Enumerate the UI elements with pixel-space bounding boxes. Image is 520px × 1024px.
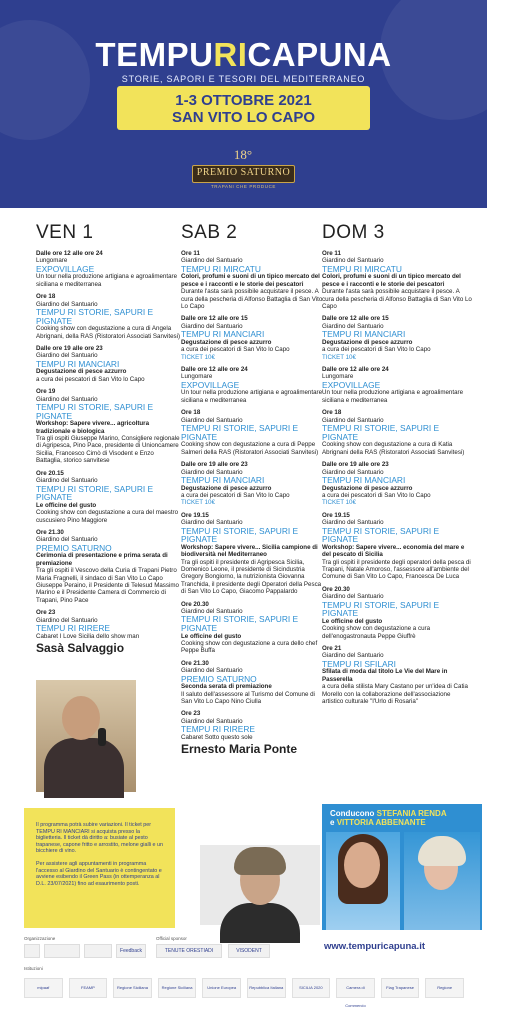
- event-name: EXPOVILLAGE: [181, 379, 240, 390]
- event-headline: Colori, profumi e suoni di un tipico mercato del pesce e i racconti e le storie dei pescatori: [181, 273, 320, 288]
- org-logo: [84, 944, 112, 958]
- event-place: Giardino del Santuario: [36, 300, 98, 308]
- event-place: Giardino del Santuario: [322, 652, 384, 660]
- event-entry: [322, 366, 472, 404]
- event-time: Ore 18: [36, 293, 56, 301]
- event-place: Giardino del Santuario: [181, 257, 243, 265]
- sponsor-feedback-logo: Feedback: [116, 944, 146, 958]
- day-title: VEN 1: [36, 222, 94, 243]
- sponsor-label: Official sponsor: [156, 936, 187, 941]
- hosts-box: [322, 804, 482, 930]
- event-entry: [181, 601, 326, 655]
- event-description: Cooking show con degustazione a cura di Katia Abrignani della RAS (Ristoratori Associati Sanvitesi): [322, 441, 465, 456]
- event-place: Giardino del Santuario: [36, 352, 98, 360]
- institution-logo: Camera di Commercio: [336, 978, 375, 998]
- info-box: [24, 808, 175, 928]
- event-entry: [322, 461, 472, 507]
- event-description: Cooking show con degustazione a cura dell'enogastronauta Peppe Giuffrè: [322, 625, 431, 640]
- institution-logo: mipaaf: [24, 978, 63, 998]
- photo-hair: [418, 836, 466, 866]
- event-ticket: TICKET 10€: [322, 499, 356, 507]
- event-name: TEMPU RI MANCIARI: [322, 474, 406, 485]
- event-performer: Ernesto Maria Ponte: [181, 742, 298, 757]
- event-entry: [36, 529, 181, 604]
- event-time: Ore 19: [36, 388, 56, 396]
- event-time: Ore 23: [181, 710, 201, 718]
- sponsor-visodent-logo: VISODENT: [228, 944, 270, 958]
- event-name: TEMPU RI STORIE, SAPURI E PIGNATE: [181, 614, 299, 633]
- event-description: a cura dei pescatori di San Vito lo Capo: [36, 375, 145, 383]
- event-entry: [181, 660, 326, 706]
- event-entry: [322, 409, 472, 456]
- event-description: Tra gli ospiti Giuseppe Marino, Consigliere regionale di Agripesca, Pino Pace, presidente di Unioncamere Sicilia, Francesco Cimò di Visodent e Enzo Battaglia, storico sanvitese: [36, 435, 180, 465]
- event-entry: [181, 461, 326, 507]
- event-name: TEMPU RI RIRERE: [181, 724, 255, 735]
- event-description: Un tour nella produzione artigiana e agroalimentare siciliana e mediterranea: [322, 389, 464, 404]
- event-time: Ore 19.15: [181, 511, 209, 519]
- event-headline: Sfilata di moda dal titolo Le Vie del Mare in Passerella: [322, 668, 448, 683]
- host-photo-abbenante: [404, 832, 480, 930]
- event-headline: Workshop: Sapere vivere... agricoltura tradizionale e biologica: [36, 420, 150, 435]
- footer: [0, 930, 487, 1024]
- event-time: Ore 11: [181, 250, 200, 257]
- microphone-icon: [98, 728, 106, 746]
- event-description: Tra gli ospiti il presidente degli operatori della pesca di Trapani, Natale Amoroso, l'assessore all'ambiente del Comune di San Vito Lo Capo, Francesca De Luca: [322, 558, 471, 581]
- event-entry: [322, 315, 472, 361]
- event-name: TEMPU RI STORIE, SAPURI E PIGNATE: [322, 525, 440, 545]
- hosts-title: Conducono STEFANIA RENDA e VITTORIA ABBENANTE: [330, 809, 447, 828]
- event-place: Giardino del Santuario: [36, 395, 98, 403]
- event-description: Il saluto dell'assessore al Turismo del Comune di San Vito Lo Capo Nino Ciulla: [181, 690, 315, 705]
- host-photo-renda: [326, 832, 400, 930]
- event-description: Cooking show con degustazione a cura dello chef Peppe Buffa: [181, 639, 318, 655]
- event-place: Giardino del Santuario: [36, 616, 98, 624]
- event-headline: Cerimonia di presentazione e prima serata di premiazione: [36, 552, 168, 567]
- institution-logo: Regione Siciliana: [113, 978, 152, 998]
- event-location: SAN VITO LO CAPO: [171, 109, 316, 126]
- event-place: Giardino del Santuario: [181, 468, 243, 476]
- event-place: Giardino del Santuario: [322, 468, 384, 476]
- brand-title: TEMPURICAPUNA: [95, 36, 392, 73]
- event-time: Ore 21.30: [36, 528, 64, 536]
- event-name: TEMPU RI STORIE, SAPURI E PIGNATE: [322, 599, 440, 619]
- event-headline: Workshop: Sapere vivere... economia del mare e del pescato di Sicilia: [322, 543, 465, 559]
- event-description: Durante l'asta sarà possibile acquistare il pesce. A cura della pescheria di Alfonso Battaglia di San Vito Lo Capo: [181, 288, 323, 311]
- event-name: TEMPU RI STORIE, SAPURI E PIGNATE: [181, 423, 299, 442]
- event-description: Un tour nella produzione artigiana e agroalimentare siciliana e mediterranea: [181, 389, 323, 404]
- event-description: Cooking show con degustazione a cura di Peppe Salmeri della RAS (Ristoratori Associati Sanvitesi): [181, 441, 319, 456]
- institution-logo: FEAMP: [69, 978, 108, 998]
- event-place: Giardino del Santuario: [322, 322, 384, 330]
- event-time: Dalle ore 19 alle ore 23: [36, 345, 103, 353]
- header-banner: [0, 0, 487, 208]
- event-headline: Degustazione di pesce azzurro: [181, 484, 272, 492]
- event-place: Lungomare: [181, 373, 213, 381]
- event-description: a cura dei pescatori di San Vito lo Capo: [322, 346, 431, 354]
- event-place: Giardino del Santuario: [36, 536, 98, 544]
- photo-hair: [234, 847, 286, 875]
- event-name: TEMPU RI MANCIARI: [181, 474, 265, 485]
- event-entry: [36, 470, 181, 524]
- event-headline: Degustazione di pesce azzurro: [322, 338, 413, 346]
- event-description: a cura dei pescatori di San Vito lo Capo: [322, 491, 431, 499]
- event-time: Ore 21.30: [181, 659, 209, 667]
- institution-logo: Regione: [425, 978, 464, 998]
- event-headline: Seconda serata di premiazione: [181, 683, 272, 691]
- event-place: Giardino del Santuario: [181, 667, 243, 675]
- event-headline: Le officine del gusto: [322, 617, 383, 625]
- event-entry: [181, 512, 326, 596]
- event-headline: Degustazione di pesce azzurro: [322, 484, 413, 492]
- event-headline: Degustazione di pesce azzurro: [181, 338, 272, 346]
- info-paragraph: Per assistere agli appuntamenti in programma l'accesso al Giardino del Santuario è contingentato e avviene esibendo il Green Pass (in ottemperanza al D.L. 23/07/2021) fino ad esaurimento posti.: [36, 860, 162, 887]
- institution-logo: Flag Trapanese: [381, 978, 420, 998]
- event-name: TEMPU RI RIRERE: [36, 622, 110, 633]
- event-description: Un tour nella produzione artigiana e agroalimentare siciliana e mediterranea: [36, 273, 178, 288]
- event-name: EXPOVILLAGE: [36, 263, 95, 274]
- day-column-dom: [322, 222, 472, 710]
- event-entry: [181, 315, 326, 361]
- event-description: a cura dei pescatori di San Vito lo Capo: [181, 346, 290, 354]
- event-headline: Degustazione di pesce azzurro: [36, 368, 127, 376]
- event-time: Dalle ore 12 alle ore 24: [322, 366, 389, 374]
- event-place: Giardino del Santuario: [36, 477, 98, 485]
- event-place: Giardino del Santuario: [322, 593, 384, 601]
- salvaggio-photo: [36, 680, 136, 792]
- event-time: Dalle ore 12 alle ore 24: [181, 366, 248, 374]
- event-entry: [322, 512, 472, 581]
- org-logo: [44, 944, 80, 958]
- event-time: Ore 19.15: [322, 511, 350, 519]
- event-place: Lungomare: [322, 373, 354, 381]
- event-description: a cura dei pescatori di San Vito lo Capo: [181, 491, 290, 499]
- ponte-photo: [200, 845, 320, 925]
- event-description: Cooking show con degustazione a cura del maestro cuscusiero Pino Maggiore: [36, 509, 179, 524]
- event-headline: Workshop: Sapere vivere... Sicilia campione di biodiversità nel Mediterraneo: [181, 543, 318, 559]
- event-place: Giardino del Santuario: [181, 322, 243, 330]
- event-description: Cabaret I Love Sicilia dello show man: [36, 632, 140, 640]
- badge-subtitle: TRAPANI CHE PRODUCE: [210, 184, 277, 189]
- event-description: Cabaret Sotto questo sole: [181, 733, 253, 741]
- event-entry: [181, 366, 326, 404]
- event-entry: [36, 293, 181, 340]
- event-name: TEMPU RI MANCIARI: [36, 358, 120, 369]
- day-column-ven: [36, 222, 181, 660]
- event-description: Tra gli ospiti il presidente di Agripesca Sicilia, Domenico Leone, il presidente di Sicindustria Gregory Bongiorno, la nutrizionista Giovanna Tranchida, il presidente degli Operatori della Pesca di San Vito Lo Capo, Giacomo Pappalardo: [181, 558, 322, 596]
- event-performer: Sasà Salvaggio: [36, 640, 125, 655]
- event-place: Giardino del Santuario: [322, 416, 384, 424]
- event-entry: [36, 388, 181, 464]
- event-description: Durante l'asta sarà possibile acquistare il pesce. A cura della pescheria di Alfonso Battaglia di San Vito Lo Capo: [322, 288, 472, 311]
- event-description: a cura della stilista Mary Castano per un'idea di Catia Morello con la collaborazione dell'associazione artistico culturale "l'Urlo di Rosaria": [322, 683, 468, 705]
- event-name: TEMPU RI STORIE, SAPURI E PIGNATE: [36, 402, 154, 421]
- event-place: Giardino del Santuario: [322, 519, 384, 527]
- event-name: EXPOVILLAGE: [322, 379, 381, 390]
- event-name: TEMPU RI MIRCATU: [322, 263, 402, 274]
- day-column-sab: [181, 222, 326, 761]
- event-name: PREMIO SATURNO: [181, 673, 257, 684]
- event-time: Ore 20.30: [322, 585, 350, 593]
- premio-saturno-badge: [192, 147, 295, 193]
- event-name: TEMPU RI MANCIARI: [181, 329, 265, 340]
- event-time: Dalle ore 19 alle ore 23: [322, 461, 389, 469]
- event-entry: [322, 645, 472, 705]
- event-place: Giardino del Santuario: [181, 607, 243, 615]
- event-description: Cooking show con degustazione a cura di Angela Abrignani, della RAS (Ristoratori Associati Sanvitesi): [36, 325, 181, 340]
- event-place: Lungomare: [36, 257, 68, 265]
- institution-logo: SICILIA 2020: [292, 978, 331, 998]
- info-paragraph: Il programma potrà subire variazioni. Il ticket per TEMPU RI MANCIARI si acquista presso la biglietteria. Il ticket dà diritto a: busiate al pesto trapanese, caponе fritto e arrostito, melone gialli e un bicchiere di vino.: [36, 822, 164, 855]
- event-entry: [181, 710, 326, 756]
- event-name: TEMPU RI SFILARI: [322, 658, 396, 669]
- photo-face: [344, 842, 380, 888]
- institutions-logos: [24, 974, 464, 1008]
- institution-logo: Repubblica Italiana: [247, 978, 286, 998]
- event-time: Dalle ore 12 alle ore 15: [181, 315, 248, 323]
- event-time: Ore 20.30: [181, 600, 209, 608]
- event-time: Ore 11: [322, 250, 341, 257]
- website-link[interactable]: www.tempuricapuna.it: [324, 941, 425, 952]
- event-place: Giardino del Santuario: [181, 519, 243, 527]
- event-time: Ore 21: [322, 644, 342, 652]
- sponsor-orestiadi-logo: TENUTE ORESTIADI: [156, 944, 222, 958]
- event-name: TEMPU RI MANCIARI: [322, 329, 406, 340]
- event-place: Giardino del Santuario: [181, 717, 243, 725]
- event-headline: Le officine del gusto: [36, 501, 97, 509]
- day-title: DOM 3: [322, 222, 385, 243]
- event-time: Dalle ore 12 alle ore 15: [322, 315, 389, 323]
- event-entry: [36, 250, 181, 288]
- org-label: Organizzazione: [24, 936, 56, 941]
- event-time: Ore 20.15: [36, 469, 64, 477]
- institution-logo: Regione Siciliana: [158, 978, 197, 998]
- event-ticket: TICKET 10€: [181, 353, 215, 361]
- dates-band: [117, 86, 370, 130]
- event-headline: Colori, profumi e suoni di un tipico mercato del pesce e i racconti e le storie dei pescatori: [322, 273, 461, 288]
- institution-logo: Unione Europea: [202, 978, 241, 998]
- tagline: STORIE, SAPORI E TESORI DEL MEDITERRANEO: [121, 74, 366, 84]
- event-ticket: TICKET 10€: [181, 499, 215, 507]
- event-name: TEMPU RI MIRCATU: [181, 263, 261, 274]
- event-place: Giardino del Santuario: [322, 257, 384, 265]
- institutions-label: Istituzioni: [24, 966, 43, 971]
- org-logo: [24, 944, 40, 958]
- event-name: PREMIO SATURNO: [36, 542, 112, 553]
- photo-face: [62, 696, 100, 740]
- event-dates: 1-3 OTTOBRE 2021: [175, 92, 312, 109]
- event-entry: [322, 250, 472, 310]
- event-entry: [181, 250, 326, 310]
- badge-name: PREMIO SATURNO: [196, 167, 291, 178]
- event-time: Dalle ore 12 alle ore 24: [36, 250, 103, 257]
- badge-number: 18°: [233, 147, 253, 162]
- event-name: TEMPU RI STORIE, SAPURI E PIGNATE: [36, 483, 154, 503]
- event-entry: [36, 345, 181, 383]
- event-entry: [181, 409, 326, 456]
- event-time: Ore 18: [322, 409, 342, 417]
- event-entry: [36, 609, 181, 655]
- event-headline: Le officine del gusto: [181, 632, 242, 640]
- event-name: TEMPU RI STORIE, SAPURI E PIGNATE: [322, 423, 440, 442]
- event-time: Ore 23: [36, 609, 56, 617]
- event-ticket: TICKET 10€: [322, 353, 356, 361]
- event-entry: [322, 586, 472, 640]
- day-title: SAB 2: [181, 222, 238, 243]
- event-time: Dalle ore 19 alle ore 23: [181, 461, 248, 469]
- event-name: TEMPU RI STORIE, SAPURI E PIGNATE: [36, 307, 154, 326]
- photo-shirt: [44, 738, 124, 798]
- event-place: Giardino del Santuario: [181, 416, 243, 424]
- event-time: Ore 18: [181, 409, 201, 417]
- event-name: TEMPU RI STORIE, SAPURI E PIGNATE: [181, 525, 299, 545]
- event-description: Tra gli ospiti il Vescovo della Curia di Trapani Pietro Maria Fragnelli, il sindaco di San Vito Lo Capo Giuseppe Peraino, il Presidente di Telesud Massimo Marino e il Presidente Camera di Commercio di Trapani, Pino Pace: [36, 567, 179, 604]
